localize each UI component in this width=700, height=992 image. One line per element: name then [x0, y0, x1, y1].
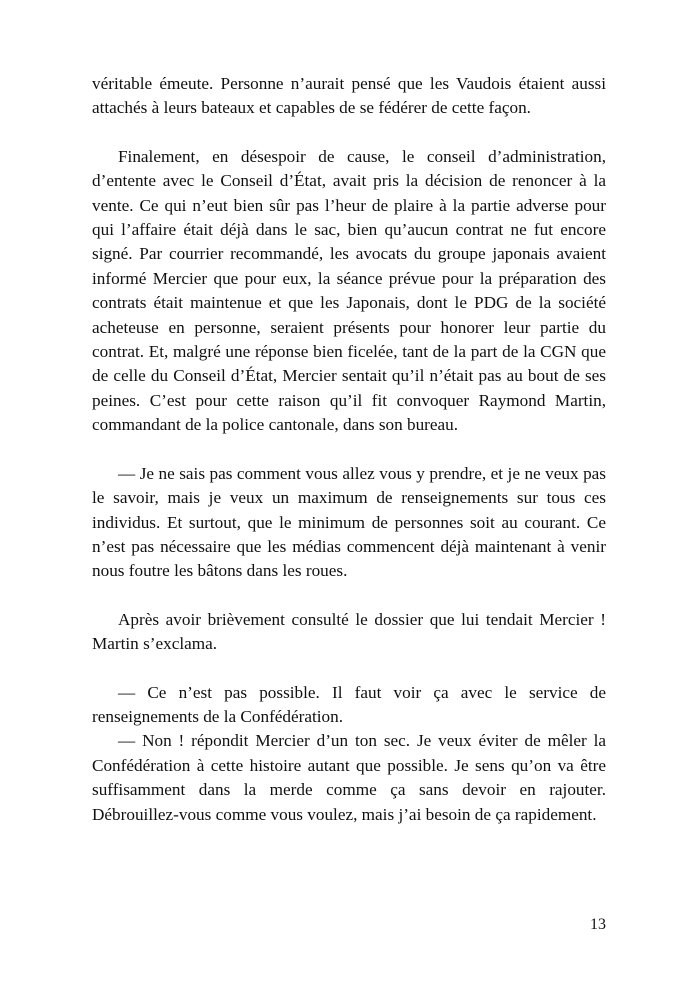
- paragraph-4: Après avoir brièvement consulté le dossier que lui tendait Mercier ! Martin s’exclama.: [92, 609, 606, 654]
- paragraph-5: — Ce n’est pas possible. Il faut voir ça avec le service de renseignements de la Confédération.: [92, 682, 606, 726]
- paragraph-1: véritable émeute. Personne n’aurait pensé que les Vaudois étaient aussi attachés à leurs bateaux et capables de se fédérer de cette façon.: [92, 74, 606, 118]
- paragraph-3: — Je ne sais pas comment vous allez vous y prendre, et je ne veux pas le savoir, mais je veux un maximum de renseignements sur tous ces individus. Et surtout, que le minimum de personnes soit au courant. Ce n’est pas nécessaire que les médias commencent déjà maintenant à venir nous foutre les bâtons dans les roues.: [92, 463, 606, 581]
- paragraph-2: Finalement, en désespoir de cause, le conseil d’administration, d’entente avec le Conseil d’État, avait pris la décision de renoncer à la vente. Ce qui n’eut bien sûr pas l’heur de plaire à la partie adverse pour qui l’affaire était déjà dans le sac, bien qu’aucun contrat ne fut encore signé. Par courrier recommandé, les avocats du groupe japonais avaient informé Mercier que pour eux, la séance prévue pour la préparation des contrats était maintenue et que les Japonais, dont le PDG de la société acheteuse en personne, seraient présents pour honorer leur partie du contrat. Et, malgré une réponse bien ficelée, tant de la part de la CGN que de celle du Conseil d’État, Mercier sentait qu’il n’était pas au bout de ses peines. C’est pour cette raison qu’il fit convoquer Raymond Martin, commandant de la police cantonale, dans son bureau.: [92, 146, 606, 435]
- page-body: [92, 72, 606, 827]
- page-number: 13: [590, 916, 606, 933]
- paragraph-6: — Non ! répondit Mercier d’un ton sec. Je veux éviter de mêler la Confédération à cette histoire autant que possible. Je sens qu’on va être suffisamment dans la merde comme ça sans devoir en rajouter. Débrouillez-vous comme vous voulez, mais j’ai besoin de ça rapidement.: [92, 731, 606, 824]
